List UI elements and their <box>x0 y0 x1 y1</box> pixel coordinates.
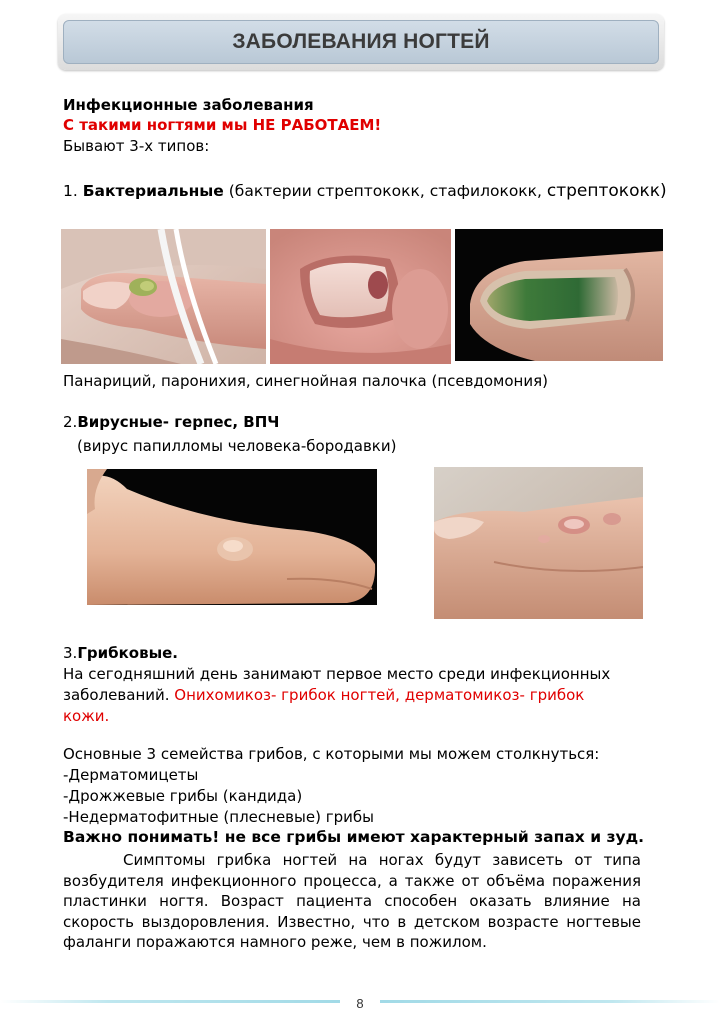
page-title: ЗАБОЛЕВАНИЯ НОГТЕЙ <box>232 30 490 53</box>
photo-herpes-finger <box>87 469 377 605</box>
warning-text: С такими ногтями мы НЕ РАБОТАЕМ! <box>63 116 382 134</box>
header-banner <box>58 14 664 70</box>
bacterial-title: Бактериальные <box>82 182 224 200</box>
family-item: -Дерматомицеты <box>63 766 199 784</box>
viral-subtitle: (вирус папилломы человека-бородавки) <box>77 437 397 455</box>
fungal-line-2-red: Онихомикоз- грибок ногтей, дерматомикоз- грибок <box>174 686 585 704</box>
symptoms-paragraph <box>63 850 641 953</box>
viral-number: 2. <box>63 413 78 431</box>
bacterial-number: 1. <box>63 182 83 200</box>
fungal-line-3: кожи. <box>63 707 110 725</box>
section-heading: Инфекционные заболевания <box>63 96 314 114</box>
fungal-number: 3. <box>63 644 78 662</box>
viral-line <box>63 413 279 432</box>
bacterial-caption: Панариций, паронихия, синегнойная палочка (псевдомония) <box>63 372 548 390</box>
photo-pseudomonas <box>455 229 663 361</box>
page-number: 8 <box>340 996 380 1011</box>
families-intro: Основные 3 семейства грибов, с которыми мы можем столкнуться: <box>63 745 600 763</box>
fungal-line-1: На сегодняшний день занимают первое место среди инфекционных <box>63 665 611 683</box>
fungal-line-2-black: заболеваний. <box>63 686 175 704</box>
family-item: -Недерматофитные (плесневые) грибы <box>63 808 374 826</box>
bacterial-line <box>63 182 667 201</box>
photo-panaritium <box>61 229 266 364</box>
important-note: Важно понимать! не все грибы имеют характерный запах и зуд. <box>63 828 644 846</box>
fungal-title: Грибковые. <box>77 644 179 662</box>
types-line: Бывают 3-х типов: <box>63 137 210 155</box>
fungal-line-2 <box>63 686 584 705</box>
bacterial-desc: (бактерии стрептококк, стафилококк, <box>223 182 547 200</box>
header-panel <box>63 20 659 64</box>
fungal-line <box>63 644 178 663</box>
viral-title: Вирусные- герпес, ВПЧ <box>77 413 280 431</box>
bacterial-desc-end: стрептококк) <box>546 181 667 201</box>
photo-paronychia <box>270 229 451 364</box>
symptoms-text: Симптомы грибка ногтей на ногах будут зависеть от типа возбудителя инфекционного процесса, а также от объёма поражения пластинки ногтя. Возраст пациента способен оказать влияние на скорость выздоровления. Известно, что в детском возрасте ногтевые фаланги поражаются намного реже, чем в пожилом. <box>63 851 641 951</box>
photo-herpes-lesions <box>434 467 643 619</box>
family-item: -Дрожжевые грибы (кандида) <box>63 787 303 805</box>
